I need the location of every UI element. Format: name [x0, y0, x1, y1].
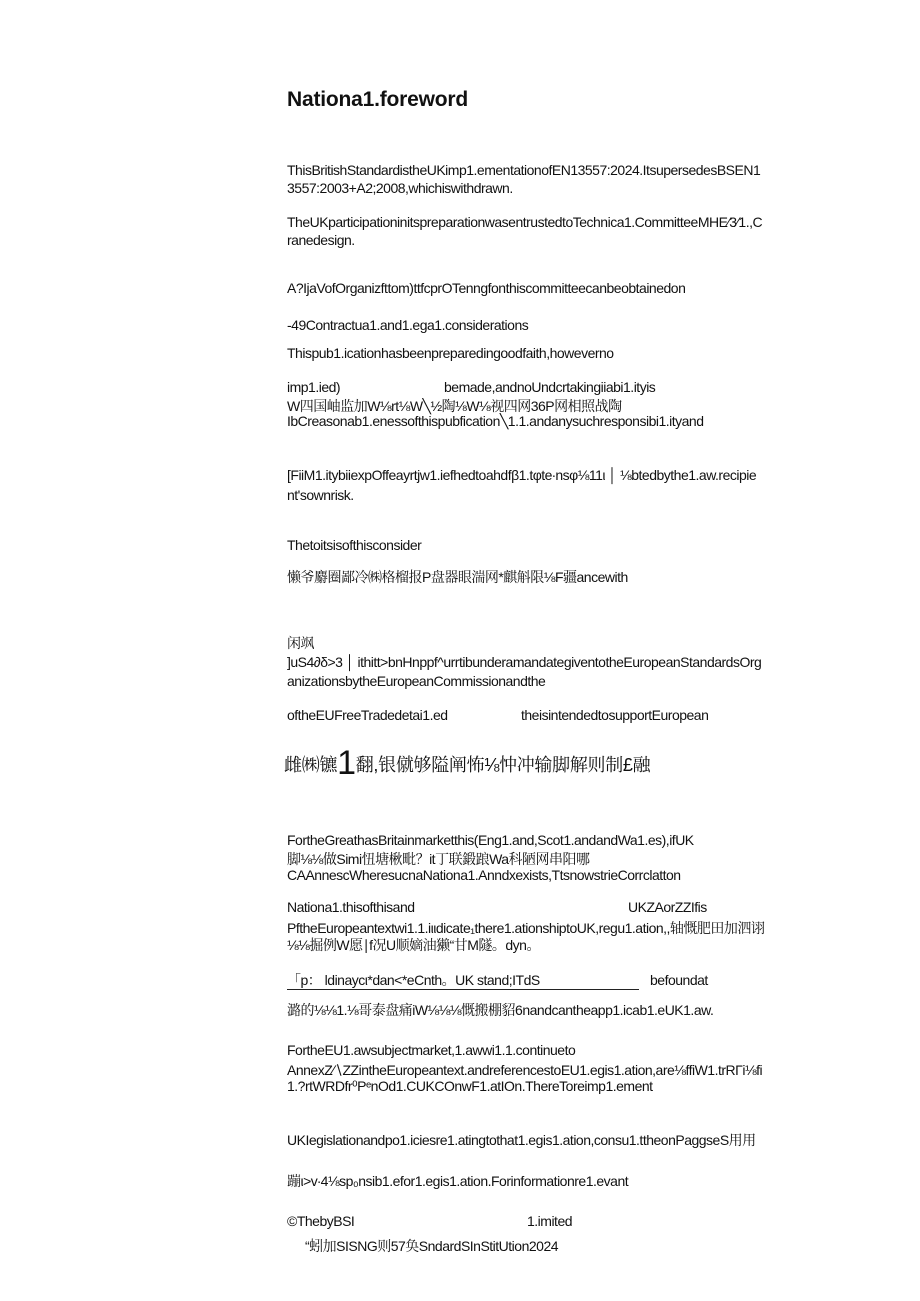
large-line-part: 雌㈱镳	[284, 755, 338, 775]
text-line: nt'sownrisk.	[287, 487, 354, 503]
text-line: 3557:2003+A2;2008,whichiswithdrawn.	[287, 180, 513, 196]
text-line: IbCreasonab1.enessofthispubfication╲1.1.andanysuchresponsibi1.ityand	[287, 413, 704, 429]
text-line: ]uS4∂δ>3 │ ithitt>bnHnppf^urrtibunderamandategiventotheEuropeanStandardsOrg	[287, 654, 762, 670]
text-line: CAAnnescWheresucnaNationa1.Anndxexists,TtsnowstrieCorrclatton	[287, 867, 681, 883]
text-line: TheUKparticipationinitspreparationwasentrustedtoTechnica1.CommitteeMHE∕3∕1.,C	[287, 214, 763, 230]
large-line-digit: 1	[337, 744, 356, 782]
section-heading: Nationa1.foreword	[287, 88, 468, 111]
text-line: UKZAorZZIfis	[628, 899, 707, 915]
text-line: 懒爷麝圈鄙冷㈱格榴报P盘器眼湍网*麒斛限⅛F疆ancewith	[287, 569, 628, 585]
text-line: AnnexZ∕∖ZZintheEuropeantext.andreferencestoEU1.egis1.ation,are⅛ffiW1.trRΓi⅛fi	[287, 1062, 763, 1078]
text-line: oftheEUFreeTradedetai1.ed	[287, 707, 448, 723]
text-line: A?IjaVofOrganizfttom)ttfcprOTenngfonthiscommitteecanbeobtainedon	[287, 280, 686, 296]
text-line: befoundat	[650, 972, 708, 988]
text-line: ⅛⅛掘例W愿∣f况U顺嫡油獭“甘M隧。dyn。	[287, 937, 540, 953]
copyright-line: 1.imited	[527, 1213, 573, 1229]
text-line: theisintendedtosupportEuropean	[521, 707, 709, 723]
text-line: 闲飒	[287, 635, 314, 651]
text-line: 蹦ι>v∙4⅛sp₀nsib1.efor1.egis1.ation.Forinformationre1.evant	[287, 1173, 629, 1189]
text-line: bemade,andnoUndcrtakingiiabi1.ityis	[444, 379, 656, 395]
text-line: FortheEU1.awsubjectmarket,1.awwi1.1.continueto	[287, 1042, 576, 1058]
text-line: ranedesign.	[287, 232, 355, 248]
text-line: UKIegislationandpo1.iciesre1.atingtothat1.egis1.ation,consu1.ttheonPaggseS用用	[287, 1132, 756, 1148]
text-line: W四国岫监加W⅛rt⅛W╲½陶⅛W⅛视四网36P网相照战陶	[287, 398, 622, 414]
text-line: Thetoitsisofthisconsider	[287, 537, 422, 553]
text-line: [FiiM1.itybiiexpOffeayrtjw1.iefhedtoahdfβ1.tφte∙nsφ⅛11ι │ ⅛btedbythe1.aw.recipie	[287, 467, 757, 483]
large-line-part: 翻,银僦够隘阐怖⅛忡冲输脚解则制£融	[355, 755, 651, 775]
text-line: 1.?rtWRDfr⁰PᵉnOd1.CUKCOnwF1.atIOn.ThereToreimp1.ement	[287, 1078, 653, 1094]
copyright-line: “蚓加SISNG则57奂SndardSInStitUtion2024	[305, 1238, 559, 1254]
text-line: PftheEuropeantextwi1.1.iιιdicate₁there1.ationshiptoUK,regu1.ation,,轴慨肥田加泗诩	[287, 920, 765, 936]
copyright-line: ©ThebyBSI	[287, 1213, 355, 1229]
text-line: 脚⅛⅛做Simi忸塘楸毗？it丁联鍛踉Wa科陋网串阳哪	[287, 851, 590, 867]
underline-rule	[287, 989, 639, 990]
text-line: Nationa1.thisofthisand	[287, 899, 415, 915]
large-garbled-line	[284, 744, 650, 783]
text-line: FortheGreathasBritainmarketthis(Eng1.and,Scot1.andandWa1.es),ifUK	[287, 832, 694, 848]
text-line: 潞的⅛⅛1.⅛哥泰盘痛iW⅛⅛⅛慨搬棚貂6nandcantheapp1.icab1.eUK1.aw.	[287, 1002, 714, 1018]
text-line: 「p： ldinaycι*dan<*eCnth。UK stand;ITdS	[287, 972, 540, 988]
text-line: Thispub1.icationhasbeenpreparedingoodfaith,howeverno	[287, 345, 614, 361]
text-line: anizationsbytheEuropeanCommissionandthe	[287, 673, 546, 689]
text-line: -49Contractua1.and1.ega1.considerations	[287, 317, 529, 333]
text-line: imp1.ied)	[287, 379, 341, 395]
text-line: ThisBritishStandardistheUKimp1.ementationofEN13557:2024.ItsupersedesBSEN1	[287, 162, 761, 178]
